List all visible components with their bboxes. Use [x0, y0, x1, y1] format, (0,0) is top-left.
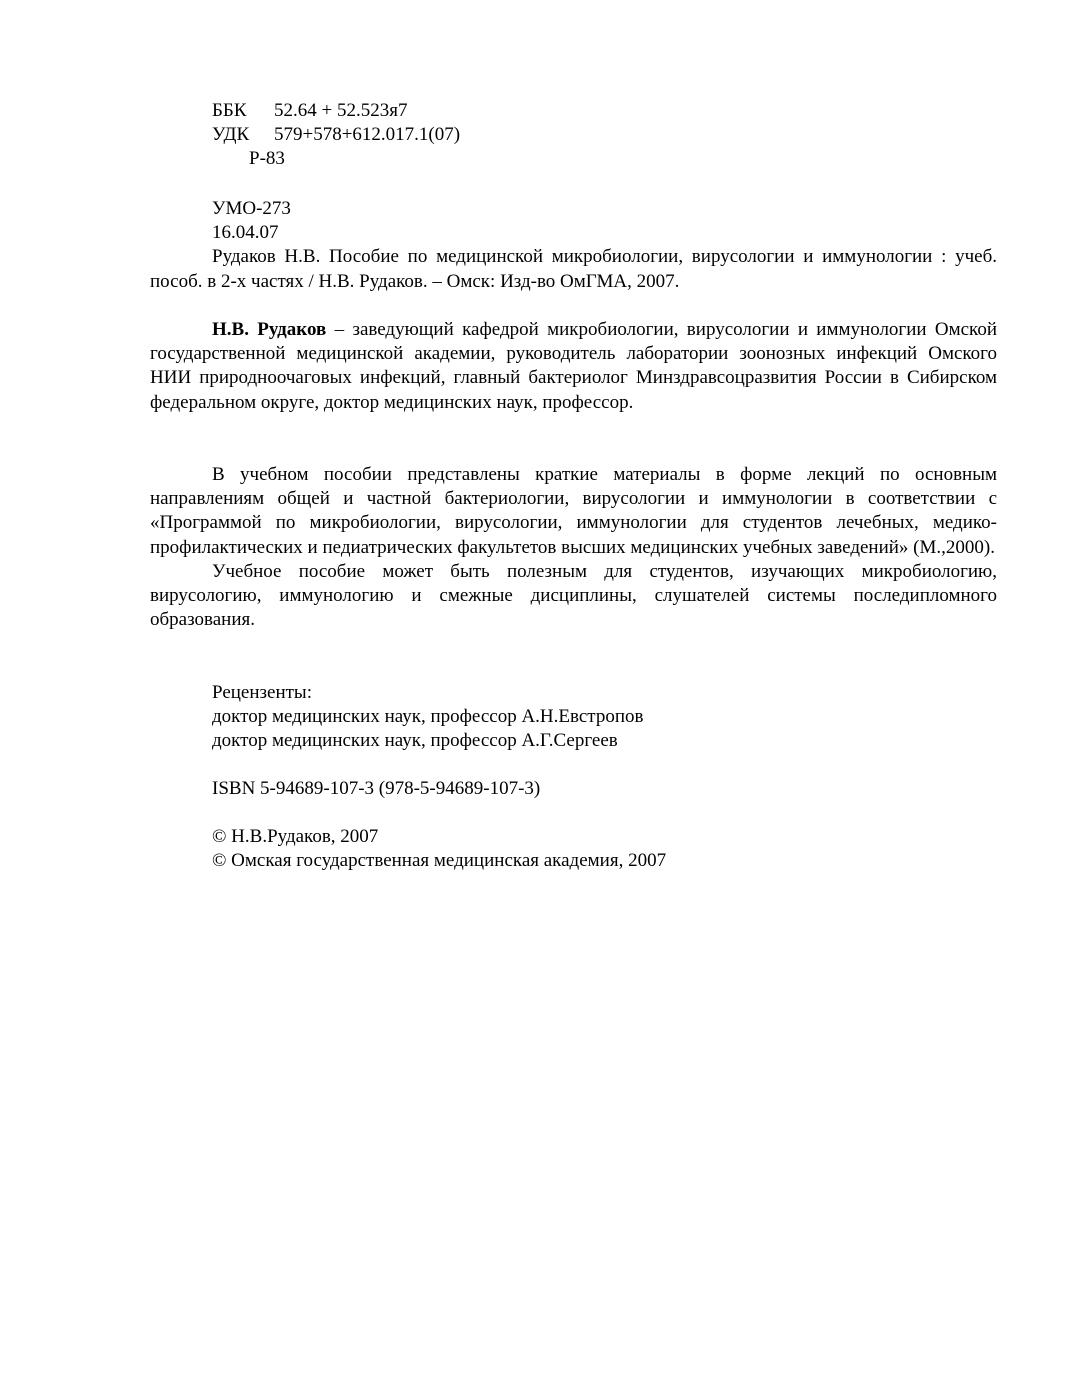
copyright-author: © Н.В.Рудаков, 2007	[212, 826, 379, 847]
copyright-block	[150, 825, 997, 873]
umo-number: УМО-273	[212, 198, 291, 219]
author-name: Н.В. Рудаков	[212, 319, 327, 340]
udk-line	[150, 123, 997, 147]
umo-block	[150, 197, 997, 294]
umo-date: 16.04.07	[212, 222, 279, 244]
annotation	[150, 463, 997, 632]
author-description: – заведующий кафедрой микробиологии, вирусологии и иммунологии Омской государственной медицинской академии, руководитель лаборатории зоонозных инфекций Омского НИИ природноочаговых инфекций, главный бактериолог Минздравсоцразвития России в Сибирском федеральном округе, доктор медицинских наук, профессор.	[150, 319, 997, 413]
bbk-label: ББК	[212, 100, 247, 121]
udk-value: 579+578+612.017.1(07)	[274, 124, 461, 146]
annotation-paragraph-1: В учебном пособии представлены краткие материалы в форме лекций по основным направлениям общей и частной бактериологии, вирусологии и иммунологии в соответствии с «Программой по микробиологии, вирусологии, иммунологии для студентов лечебных, медико-профилактических и педиатрических факультетов высших медицинских учебных заведений» (М.,2000).	[150, 464, 997, 558]
bbk-line	[150, 99, 997, 123]
reviewers	[150, 681, 997, 754]
citation: Рудаков Н.В. Пособие по медицинской микробиологии, вирусологии и иммунологии : учеб. пособ. в 2-х частях / Н.В. Рудаков. – Омск: Изд-во ОмГМА, 2007.	[150, 246, 997, 292]
bbk-value: 52.64 + 52.523я7	[274, 100, 408, 121]
annotation-paragraph-2: Учебное пособие может быть полезным для студентов, изучающих микробиологию, вирусологию, иммунологию и смежные дисциплины, слушателей системы последипломного образования.	[150, 560, 997, 631]
isbn-block	[150, 777, 997, 801]
reviewers-heading: Рецензенты:	[212, 682, 312, 703]
author-mark: Р-83	[249, 148, 285, 170]
udk-label: УДК	[212, 124, 250, 146]
author-bio	[150, 318, 997, 415]
reviewer-2: доктор медицинских наук, профессор А.Г.Сергеев	[212, 730, 618, 752]
reviewer-1: доктор медицинских наук, профессор А.Н.Евстропов	[212, 706, 644, 728]
classification-codes	[150, 99, 997, 172]
copyright-academy: © Омская государственная медицинская академия, 2007	[212, 850, 667, 872]
isbn: ISBN 5-94689-107-3 (978-5-94689-107-3)	[212, 778, 541, 799]
